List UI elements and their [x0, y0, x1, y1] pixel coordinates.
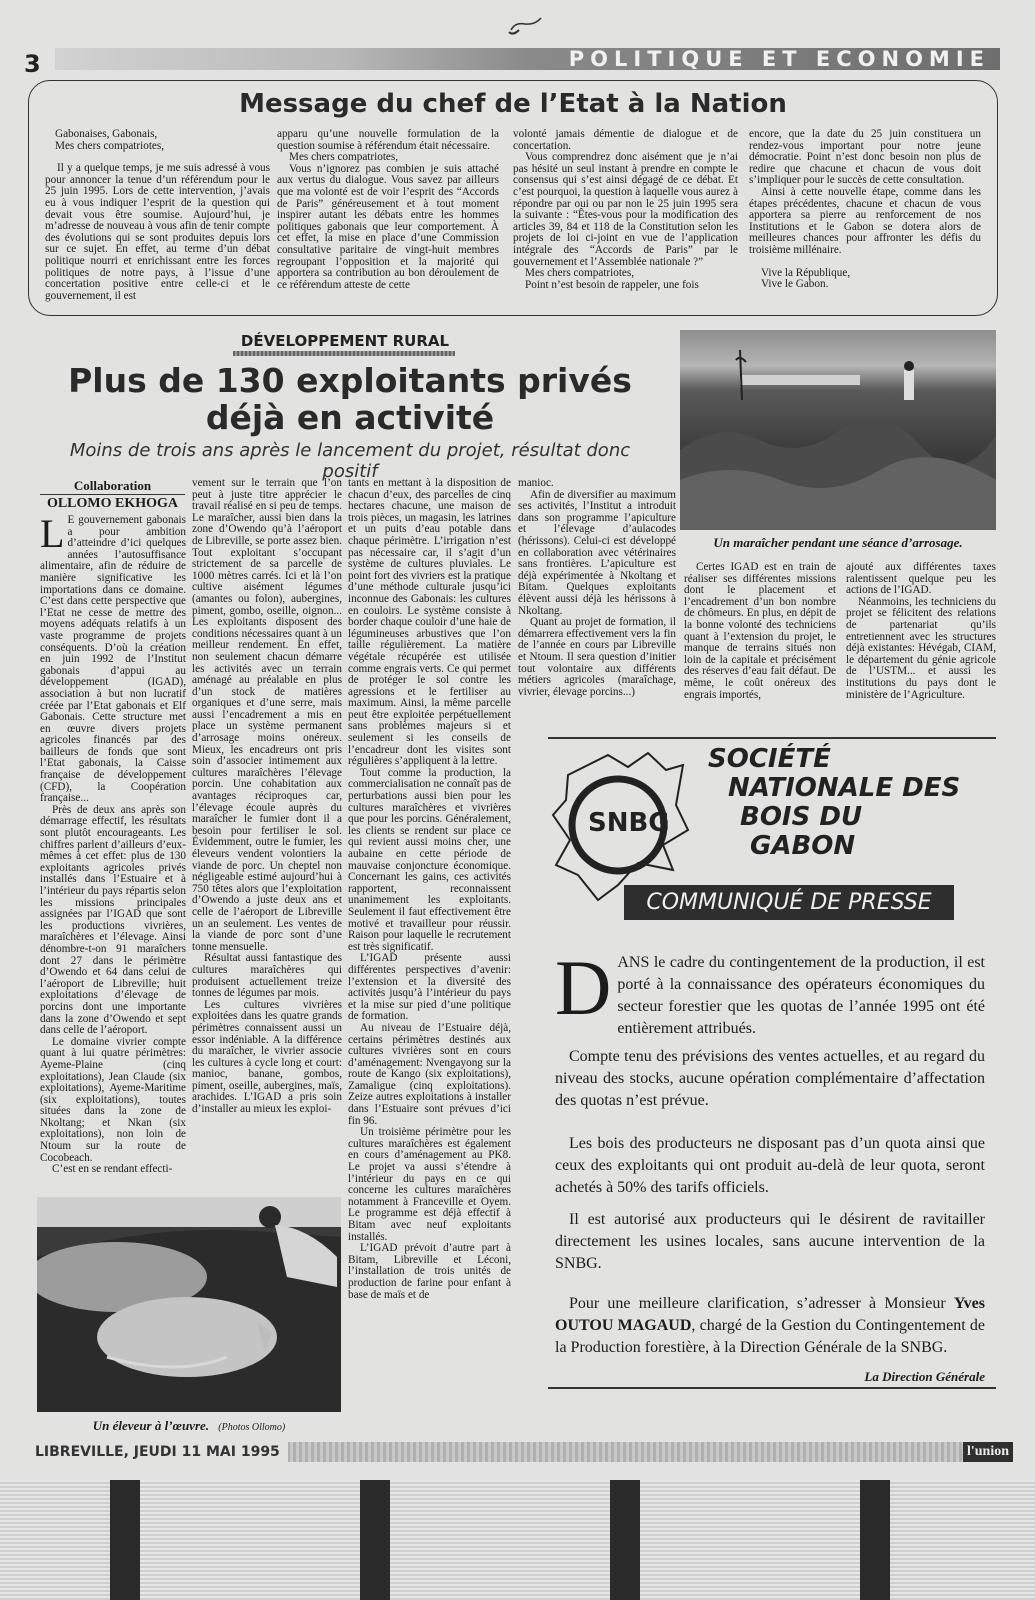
kicker-rule — [233, 351, 455, 356]
paragraph: Résultat aussi fantastique des cultures maraîchères qui produisent actuellement treize tonnes de légumes par mois. — [192, 952, 342, 1000]
page-number: 3 — [24, 50, 41, 78]
paragraph: Néanmoins, les techniciens du projet se félicitent des relations de partenariat qu’ils entretiennent avec les structures déjà existantes: Hévégab, CIAM, le département du génie agricole de l’USTM... et aussi les institutions du pays dont le ministère de l’Agriculture. — [846, 595, 996, 701]
advert-paragraph-1 — [555, 944, 985, 1040]
advert-paragraph-2 — [555, 1046, 985, 1112]
paragraph-text: Pour une meilleure clarification, s’adresser à Monsieur — [569, 1295, 954, 1312]
paragraph: Certes IGAD est en train de réaliser ses différentes missions dont le placement et l’encadrement d’un bon nombre de chômeurs. En plus, en dépit de la bonne volonté des techniciens quant à l’extension du projet, le manque de terrains situés non loin de la capitale et précisément des réserves d’eau fait défaut. De même, le coût onéreux des engrais importés, — [684, 561, 836, 701]
section-title: POLITIQUE ET ECONOMIE — [568, 47, 990, 71]
snbg-logo — [548, 745, 698, 905]
article-deck: Moins de trois ans après le lancement du projet, résultat donc positif — [69, 440, 631, 482]
company-name-line: NATIONALE DES — [728, 773, 961, 803]
paragraph: E gouvernement gabonais a pour ambition d’atteindre d’ici quelques années l’autosuffisance alimentaire, afin de réduire de manière significative les importations dans ce domaine. C’est dans cette perspective que l’Etat ne cesse de mettre des moyens adéquats relatifs à un vaste programme de projets conséquents. D’où la création en juin 1992 de l’Institut gabonais d’appui au développement (IGAD), association à but non lucratif créée par l’Etat gabonais et Elf Gabonais. Cette structure met en œuvre divers projets agricoles financés par des bailleurs de fonds que sont l’Etat gabonais, la Caisse française de développement (CFD), la Coopération française... — [40, 514, 186, 805]
paragraph: tants en mettant à la disposition de chacun d’eux, des parcelles de cinq hectares chacune, une maison de trois pièces, un magasin, les latrines et un puits d’eau potable dans chaque périmètre. L’irrigation n’est pas nécessaire car, il s’agit d’un système de cultures pluviales. Le point fort des vivriers est la pratique d’une méthode culturale jusqu’ici inconnue des Gabonais: les cultures en couloirs. Le système consiste à border chaque couloir d’une haie de légumineuses arbustives que l’on taille régulièrement. La matière végétale récupérée est utilisée comme engrais verts. Ce qui permet de protéger le sol contre les agressions et le fertiliser au maximum. Ainsi, la même parcelle peut être exploitée perpétuellement sans problèmes majeurs si et seulement si les conseils de l’encadreur dont les visites sont régulières s’appliquent à la lettre. — [348, 477, 511, 768]
logo-letters: SNBG — [588, 808, 670, 838]
article-column-3 — [348, 478, 511, 1301]
paragraph: Tout comme la production, la commercialisation ne connaît pas de perturbations aussi bien pour les cultures maraîchères et vivrières que pour les porcins. Généralement, les clients se rendent sur place ce qui revient aussi moins cher, une aubaine en cette période de mauvaise conjoncture économique. Concernant les gains, ces activités rapportent, reconnaissent unanimement les exploitants. Seulement il faut effectivement être motivé et travailleur pour réussir. Raison pour laquelle le recrutement est très significatif. — [348, 766, 511, 953]
photo-caption-text: Un éleveur à l’œuvre. — [92, 1418, 210, 1433]
article-column-6 — [846, 562, 996, 701]
advert-paragraph-4 — [555, 1209, 985, 1275]
paragraph: Il est autorisé aux producteurs qui le désirent de ravitailler directement les usines locales, sans aucune intervention de la SNBG. — [555, 1211, 985, 1272]
scan-background-strip — [0, 1480, 1035, 1600]
advert-paragraph-3 — [555, 1133, 985, 1199]
paragraph-text: , chargé de la Gestion du Contingentement de la Production forestière, à la Direction Générale de la SNBG. — [555, 1317, 985, 1356]
paragraph: Point n’est besoin de rappeler, une fois — [525, 278, 699, 291]
article-column-2 — [192, 478, 342, 1116]
paragraph: Le domaine vivrier compte quant à lui quatre périmètres: Ayeme-Plaine (cinq exploitations), Jean Claude (six exploitations), Ayeme-Maritime (six exploitations), toutes situées dans la zone de Nkoltang; et Nkan (six exploitations), non loin de Ntoum sur la route de Cocobeach. — [40, 1035, 186, 1164]
paragraph: Un troisième périmètre pour les cultures maraîchères est également en cours d’aménagement au PK8. Le projet va aussi s’étendre à l’intérieur du pays en ce qui concerne les cultures maraîchères notamment à Franceville et Oyem. Le programme est déjà effectif à Bitam avec neuf exploitants installés. — [348, 1126, 511, 1243]
paragraph: Quant au projet de formation, il démarrera effectivement vers la fin de l’année en cours par Libreville et Ntoum. Il sera question d’initier tout volontaire aux différents métiers agricoles (maraîchage, vivrier, élevage porcins...) — [518, 616, 676, 698]
company-name-line: GABON — [750, 831, 856, 861]
article-column-5 — [684, 562, 836, 701]
photo-pig-breeder-image — [37, 1197, 341, 1412]
paragraph: volonté jamais démentie de dialogue et de concertation. — [513, 128, 738, 152]
paragraph: Près de deux ans après son démarrage effectif, les résultats sont plutôt encourageants. Les chiffres parlent d’ailleurs d’eux-mêmes à cet effet: plus de 130 exploitants agricoles privés installés dans l’Estuaire et à l’intérieur du pays répartis selon les missions principales assignées par l’IGAD que sont les productions vivrières, maraîchères et l’élevage. Ainsi dénombre-t-on 91 maraîchers dont 27 dans le périmètre d’Owendo et 64 dans celui de l’aéroport de Libreville; huit exploitations d’élevage de porcins dont une importante dans la zone d’Owendo et sept dans celle de l’aéroport. — [40, 803, 186, 1037]
press-release-banner: COMMUNIQUÉ DE PRESSE — [624, 885, 954, 920]
advert-company-name — [700, 745, 995, 861]
company-name-line: SOCIÉTÉ — [708, 744, 831, 774]
paragraph: Mes chers compatriotes, — [289, 151, 399, 164]
paragraph: ajouté aux différentes taxes ralentissent quelque peu les actions de l’IGAD. — [846, 561, 996, 597]
drop-cap: D — [555, 944, 612, 1031]
paragraph: apparu qu’une nouvelle formulation de la question soumise à référendum était nécessaire. — [277, 128, 499, 152]
closing: Vive le Gabon. — [761, 278, 829, 291]
message-column-4 — [749, 129, 981, 291]
paragraph: Les cultures vivrières exploitées dans les quatre grands périmètres connaissent aussi un essor indéniable. A la différence du maraîcher, le vivrier associe les cultures à cycle long et court: manioc, banane, gombos, piment, oseille, aubergines, maïs, arachides. L’IGAD a pris soin d’installer au mieux les exploi- — [192, 998, 342, 1116]
message-title: Message du chef de l’Etat à la Nation — [239, 89, 787, 119]
ink-mark-icon — [505, 8, 545, 38]
photo-gardener-image — [680, 330, 996, 530]
photo-gardener — [680, 330, 996, 530]
advert-signature: La Direction Générale — [864, 1369, 985, 1384]
message-column-2 — [277, 129, 499, 291]
photo-caption — [37, 1418, 341, 1434]
message-column-3 — [513, 129, 738, 291]
paragraph: manioc. — [518, 477, 554, 489]
footer-dateline: LIBREVILLE, JEUDI 11 MAI 1995 — [35, 1442, 288, 1462]
paragraph: Au niveau de l’Estuaire déjà, certains périmètres destinés aux cultures vivrières sont en cours d’aménagement: Nvengayong sur la route de Kango (six exploitations), Zamaligue (cinq exploitations). Zeize autres exploitations à installer dans l’Estuaire sont prévues d’ici fin 96. — [348, 1021, 511, 1127]
company-name-line: BOIS DU — [740, 802, 863, 832]
article-kicker: DÉVELOPPEMENT RURAL — [240, 332, 450, 350]
photo-pig-breeder — [37, 1197, 341, 1412]
page-footer — [35, 1442, 1013, 1462]
paragraph: L’IGAD prévoit d’autre part à Bitam, Libreville et Léconi, l’installation de trois unités de production de farine pour enfant à base de maïs et de — [348, 1242, 511, 1301]
paragraph: vement sur le terrain que l’on peut à juste titre apprécier le travail réalisé en si peu de temps. Le maraîcher, aussi bien dans la zone d’Owendo qu’à l’aéroport de Libreville, se porte assez bien. Tout exploitant s’occupant strictement de sa parcelle de 1000 mètres carrés. Ici et là l’on cultive aisément légumes (amantes ou folon), aubergines, piment, gombo, oseille, oignon... Les exploitants disposent des conditions nécessaires quant à un meilleur rendement. En effet, non seulement chacun démarre les activités avec un terrain aménagé au préalable en plus d’un stock de matières organiques et d’une serre, mais aussi l’encadrement a mis en place un système permanent d’arrosage moins onéreux. Mieux, les encadreurs ont pris soin d’associer intimement aux cultures maraîchères l’élevage porcin. Une cohabitation aux avantages réciproques car, l’élevage écoule auprès du maraîcher le fumier dont il a besoin pour fertiliser le sol. Évidemment, outre le fumier, les éleveurs vendent volontiers la viande de porc. Un cheptel non négligeable estimé aujourd’hui à 750 têtes alors que l’exploitation d’Owendo a juste deux ans et celle de l’aéroport de Libreville un an seulement. Les ventes de la viande de porc sont d’une tonne mensuelle. — [192, 477, 342, 953]
presidential-message-box — [28, 80, 998, 316]
article-headline — [40, 362, 660, 436]
paragraph: Mes chers compatriotes, — [525, 267, 635, 280]
closing: Vive la République, — [761, 266, 851, 279]
article-rubric: Collaboration — [73, 478, 152, 493]
salutation: Gabonaises, Gabonais, — [55, 128, 158, 140]
paragraph: encore, que la date du 25 juin constituera un rendez-vous important pour notre jeune démocratie. Point n’est donc besoin non plus de redire que chacune et chacun de vous doit s’impliquer pour le succès de cette consultation. — [749, 128, 981, 187]
paragraph: L’IGAD présente aussi différentes perspectives d’avenir: l’extension et la diversité des activités jusqu’à l’intérieur du pays et la mise sur pied d’une politique de formation. — [348, 952, 511, 1023]
section-header-bar — [55, 48, 1000, 70]
paragraph: Vous comprendrez donc aisément que je n’ai pas hésité un seul instant à prendre en compte le consensus qui s’est ainsi dégagé de ce débat. Et c’est pourquoi, la question à laquelle vous aurez à répondre par oui ou par non le 25 juin 1995 sera la suivante : “Êtes-vous pour la modification des articles 39, 84 et 118 de la Constitution selon les projets de loi ci-joint en vue de l’application intégrale des “Accords de Paris” par le gouvernement et l’Assemblée nationale ?” — [513, 151, 738, 268]
article-byline: OLLOMO EKHOGA — [40, 494, 185, 512]
photo-credit: (Photos Ollomo) — [218, 1422, 286, 1433]
paragraph: Vous n’ignorez pas combien je suis attaché aux vertus du dialogue. Vous savez par ailleurs que ma volonté est de voir l’esprit des “Accords de Paris” généreusement et à tout moment inspirer autant les débats entre les hommes politiques gabonais que leur comportement. À cet effet, la mise en place d’une Commission consultative paritaire de vingt-huit membres regroupant l’opposition et la majorité qui apportera sa contribution au bon déroulement de ce référendum atteste de cette — [277, 162, 499, 291]
article-column-4 — [518, 478, 676, 698]
advert-paragraph-5 — [555, 1293, 985, 1359]
headline-line: Plus de 130 exploitants privés — [68, 361, 632, 400]
paragraph: Afin de diversifier au maximum ses activités, l’Institut a introduit dans son programme l’apiculture et l’élevage d’aulacodes (hérissons). Celui-ci est développé en collaboration avec vétérinaires sans frontières. L’apiculture est déjà expérimentée à Nkoltang et Bitam. Quelques exploitants élèvent aussi déjà les hérissons à Nkoltang. — [518, 488, 676, 617]
contact-name: Yves OUTOU MAGAUD — [555, 1295, 985, 1334]
salutation: Mes chers compatriotes, — [55, 139, 165, 152]
paragraph: ANS le cadre du contingentement de la production, il est porté à la connaissance des opérateurs économiques du secteur forestier que les quotas de l’année 1995 ont été entièrement attribués. — [617, 954, 985, 1037]
drop-cap: L — [40, 511, 65, 556]
newspaper-brand: l'union — [963, 1442, 1013, 1462]
paragraph: Ainsi à cette nouvelle étape, comme dans les étapes précédentes, chacune et chacun de vous apportera sa pierre au renforcement de nos Institutions et le Gabon se dotera alors de meilleures chances pour affronter les défis du troisième millénaire. — [749, 185, 981, 256]
advert-bottom-rule — [548, 1387, 996, 1389]
article-column-1 — [40, 511, 186, 1176]
photo-caption: Un maraîcher pendant une séance d’arrosage. — [713, 535, 963, 550]
paragraph: Il y a quelque temps, je me suis adressé à vous pour annoncer la tenue d’un référendum pour le 25 juin 1995. Lors de cette intervention, j’avais eu à vous indiquer l’esprit de la question qui devait vous être soumise. Aujourd’hui, je m’adresse de nouveau à vous afin de tenir compte des évolutions qui se sont produites depuis lors sur ce sujet. En effet, au terme d’un débat politique nourri et enrichissant entre les forces politiques de notre pays, à l’issue d’une concertation positive entre celle-ci et le gouvernement, il est — [45, 162, 270, 302]
advert-top-rule — [548, 737, 996, 739]
message-column-1 — [45, 129, 270, 302]
paragraph: C’est en se rendant effecti- — [52, 1163, 173, 1176]
headline-line: déjà en activité — [205, 398, 495, 437]
paragraph: Les bois des producteurs ne disposant pas d’un quota ainsi que ceux des exploitants qui ont produit au-delà de leur quota, seront achetés à 50% des tarifs officiels. — [555, 1135, 985, 1196]
paragraph: Compte tenu des prévisions des ventes actuelles, et au regard du niveau des stocks, aucune opération complémentaire d’affectation des quotas n’est prévue. — [555, 1048, 985, 1109]
